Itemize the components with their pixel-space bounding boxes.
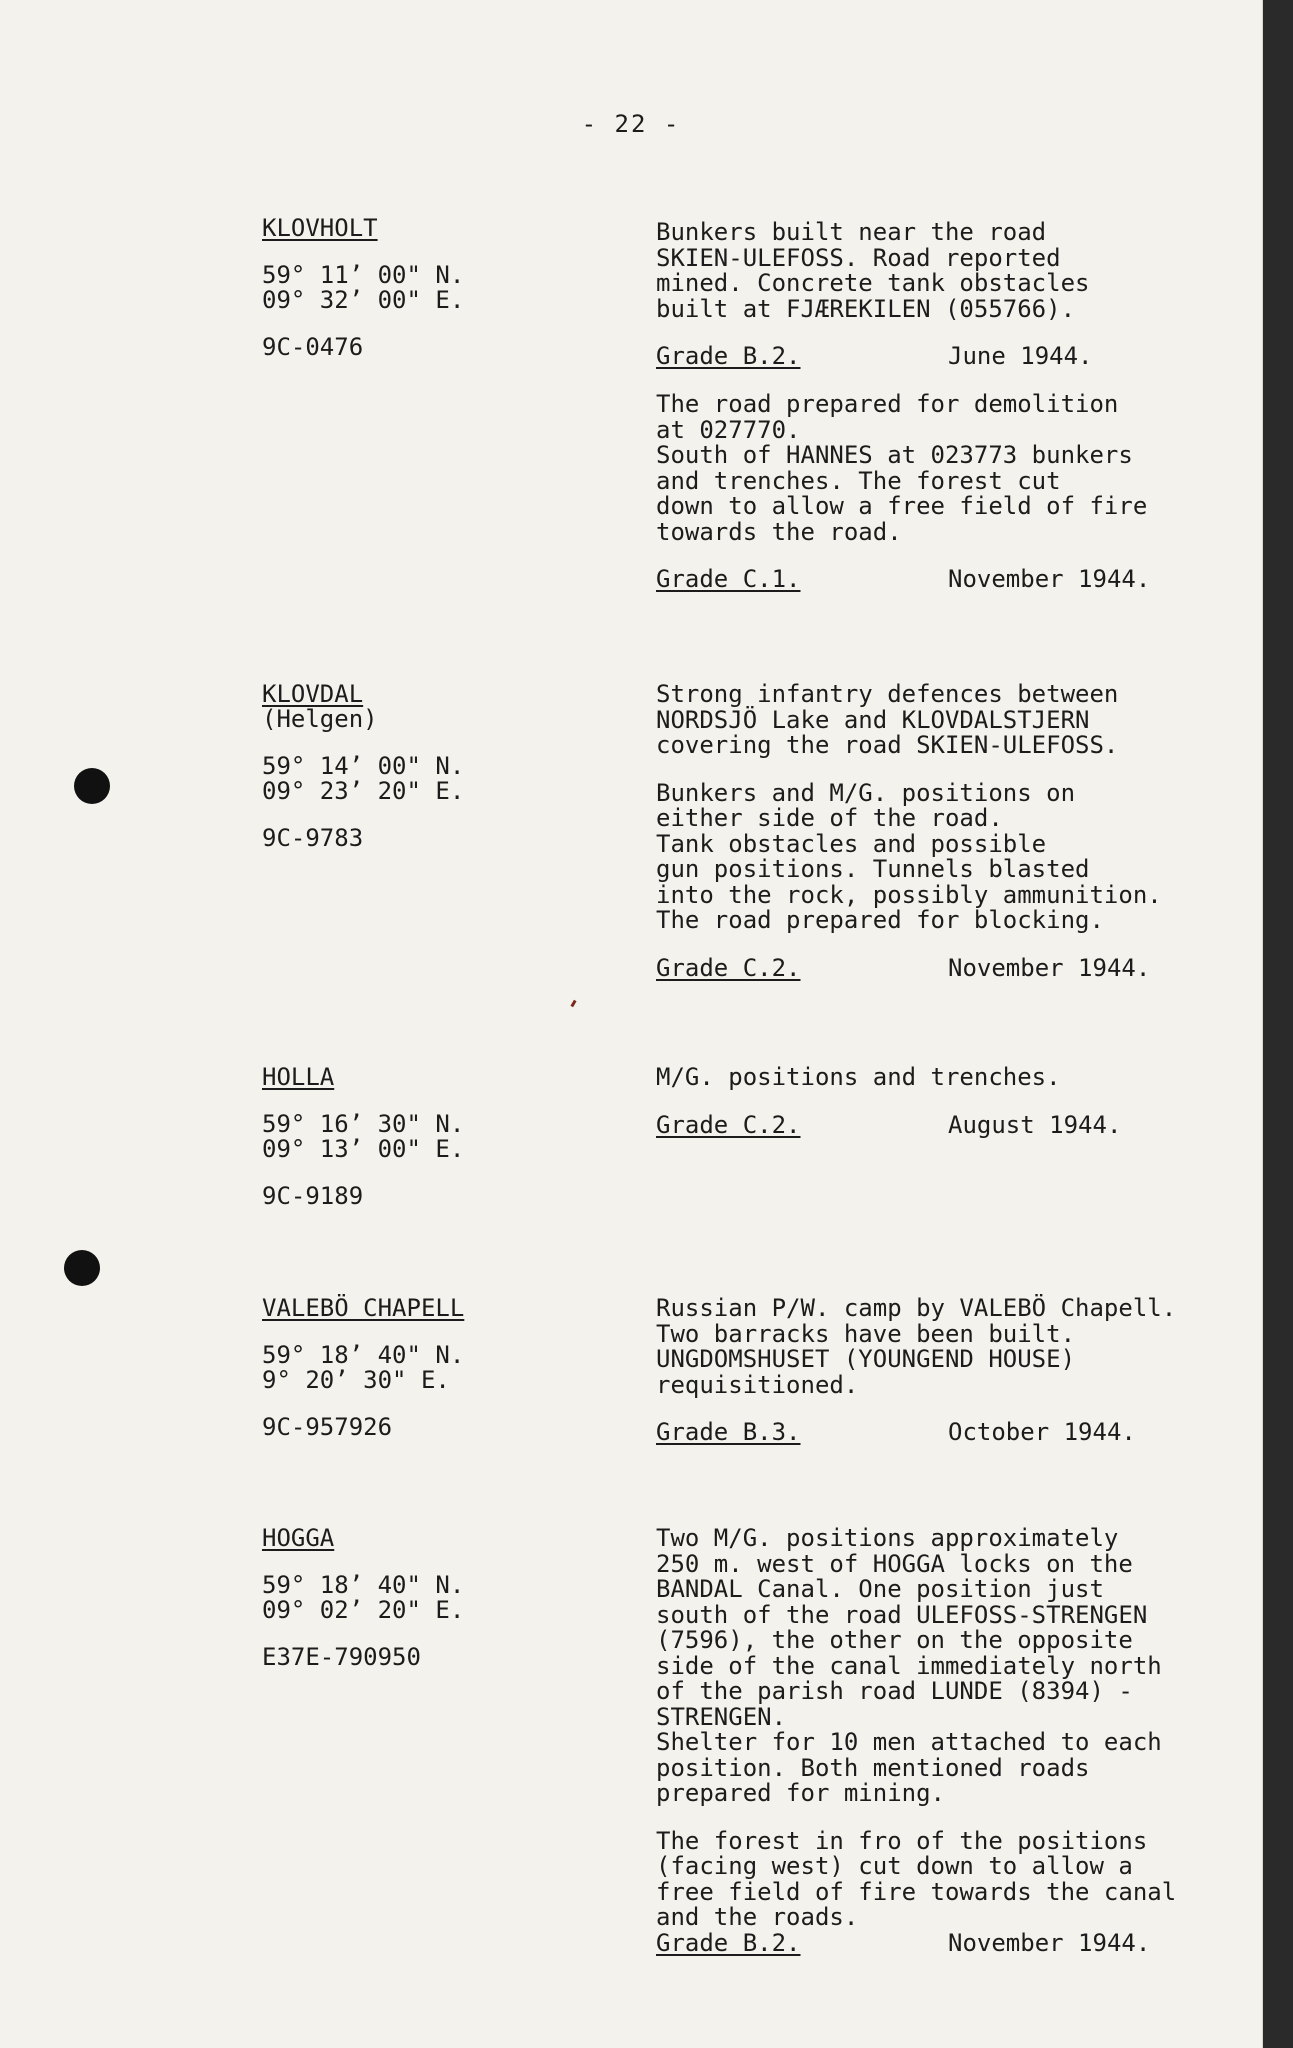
description: The forest in fro of the positions (facing west) cut down to allow a free field of fire towards the canal and the roads. <box>656 1826 1177 1931</box>
grade-row <box>656 1420 1216 1446</box>
place-name: KLOVDAL <box>262 680 364 708</box>
punch-hole-bottom <box>64 1250 100 1286</box>
latitude: 59° 11’ 00" N. <box>262 261 465 289</box>
report-date: June 1944. <box>948 342 1093 370</box>
description: Strong infantry defences between NORDSJÖ Lake and KLOVDALSTJERN covering the road SKIEN-ULEFOSS. <box>656 680 1119 759</box>
grade: Grade C.2. <box>656 1110 801 1139</box>
description: Bunkers built near the road SKIEN-ULEFOSS. Road reported mined. Concrete tank obstacles built at FJÆREKILEN (055766). <box>656 218 1090 323</box>
coordinates <box>262 1112 622 1162</box>
coordinates <box>262 754 622 804</box>
map-reference: 9C-9189 <box>262 1182 364 1210</box>
grade-row <box>656 1110 1216 1139</box>
longitude: 09° 13’ 00" E. <box>262 1135 465 1163</box>
latitude: 59° 14’ 00" N. <box>262 752 465 780</box>
report-date: November 1944. <box>948 1928 1151 1957</box>
description: Bunkers and M/G. positions on either side of the road. Tank obstacles and possible gun positions. Tunnels blasted into the rock, possibly ammunition. The road prepared for blocking. <box>656 778 1162 934</box>
latitude: 59° 18’ 40" N. <box>262 1341 465 1369</box>
place-name: KLOVHOLT <box>262 214 378 242</box>
map-reference: 9C-0476 <box>262 333 364 361</box>
latitude: 59° 16’ 30" N. <box>262 1110 465 1138</box>
place-name: HOGGA <box>262 1524 335 1552</box>
place-name: HOLLA <box>262 1063 335 1091</box>
punch-hole-top <box>74 768 110 804</box>
map-reference: 9C-9783 <box>262 824 364 852</box>
description: The road prepared for demolition at 027770. South of HANNES at 023773 bunkers and trenches. The forest cut down to allow a free field of fire towards the road. <box>656 390 1148 546</box>
grade: Grade C.2. <box>656 953 801 982</box>
map-reference: 9C-957926 <box>262 1413 393 1441</box>
description: M/G. positions and trenches. <box>656 1063 1061 1091</box>
report-date: November 1944. <box>948 953 1151 982</box>
place-name: VALEBÖ CHAPELL <box>262 1294 465 1322</box>
grade: Grade B.3. <box>656 1418 801 1446</box>
grade: Grade C.1. <box>656 565 801 593</box>
coordinates <box>262 1343 622 1393</box>
report-date: October 1944. <box>948 1418 1136 1446</box>
coordinates <box>262 1573 622 1623</box>
longitude: 09° 23’ 20" E. <box>262 777 465 805</box>
grade-row <box>656 953 1216 982</box>
grade-row <box>656 1928 1216 1957</box>
description: Two M/G. positions approximately 250 m. west of HOGGA locks on the BANDAL Canal. One position just south of the road ULEFOSS-STRENGEN (7596), the other on the opposite side of the canal immediately north of the parish road LUNDE (8394) - STRENGEN. Shelter for 10 men attached to each position. Both mentioned roads prepared for mining. <box>656 1524 1162 1807</box>
longitude: 09° 32’ 00" E. <box>262 286 465 314</box>
latitude: 59° 18’ 40" N. <box>262 1571 465 1599</box>
report-date: November 1944. <box>948 565 1151 593</box>
grade-row <box>656 344 1216 370</box>
grade: Grade B.2. <box>656 342 801 370</box>
page-number: - 22 - <box>581 110 681 138</box>
grade-row <box>656 567 1216 593</box>
place-subtitle: (Helgen) <box>262 705 378 733</box>
report-date: August 1944. <box>948 1110 1122 1139</box>
description: Russian P/W. camp by VALEBÖ Chapell. Two barracks have been built. UNGDOMSHUSET (YOUNGEND HOUSE) requisitioned. <box>656 1294 1177 1399</box>
ink-mark <box>570 1000 576 1008</box>
grade: Grade B.2. <box>656 1928 801 1957</box>
map-reference: E37E-790950 <box>262 1643 421 1671</box>
longitude: 9° 20’ 30" E. <box>262 1366 450 1394</box>
coordinates <box>262 263 622 313</box>
longitude: 09° 02’ 20" E. <box>262 1596 465 1624</box>
